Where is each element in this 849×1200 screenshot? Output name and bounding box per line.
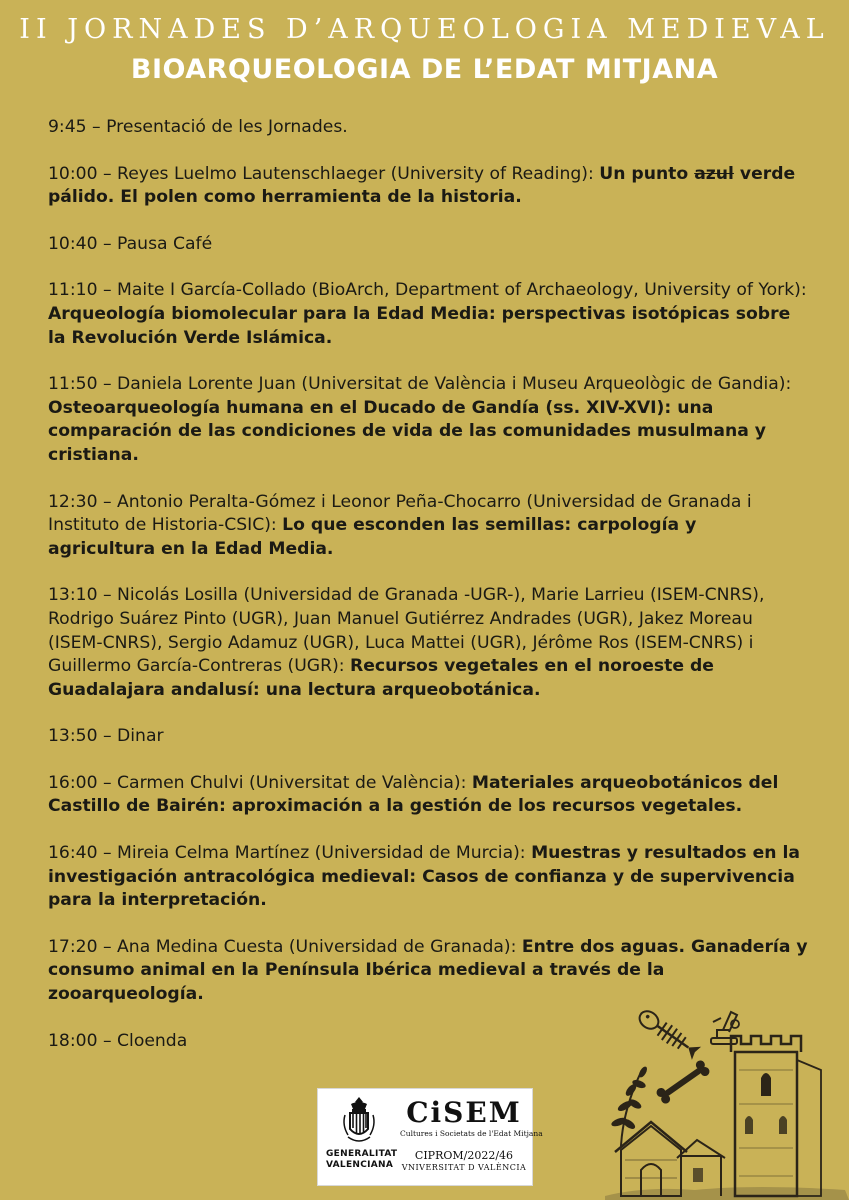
talk-title: Un punto [599, 163, 695, 184]
talk-title-struck-word: azul [694, 163, 734, 184]
program-entry [48, 491, 808, 562]
generalitat-logo [326, 1093, 398, 1181]
entry-text: 18:00 – Cloenda [48, 1030, 188, 1051]
talk-title: Recursos vegetales en el noroeste de Guadalajara andalusí: una lectura arqueobotánica. [48, 656, 714, 700]
program-entry [48, 842, 808, 913]
entry-text: 13:10 – Nicolás Losilla (Universidad de Granada -UGR-), Marie Larrieu (ISEM-CNRS), Rodrigo Suárez Pinto (UGR), Juan Manuel Gutiérrez Andrades (UGR), Jakez Moreau (ISEM-CNRS), Sergio Adamuz (UGR), Luca Mattei (UGR), Jérôme Ros (ISEM-CNRS) i Guillermo García-Contreras (UGR): [48, 585, 765, 677]
coat-of-arms-icon [339, 1095, 379, 1149]
program-entry [48, 233, 808, 257]
fish-skeleton-icon [636, 1007, 702, 1061]
entry-text: 11:10 – Maite I García-Collado (BioArch, Department of Archaeology, University of York): [48, 280, 807, 301]
program-entry [48, 936, 808, 1007]
talk-title: Entre dos aguas. Ganadería y consumo animal en la Península Ibérica medieval a través de la zooarqueología. [48, 936, 808, 1005]
program-entry [48, 279, 808, 350]
program-entry [48, 373, 808, 467]
cisem-subtitle: Cultures i Societats de l'Edat Mitjana [400, 1129, 543, 1138]
chapel-drawing [615, 1122, 725, 1196]
entry-text: 10:40 – Pausa Café [48, 233, 213, 254]
university-name: VNIVERSITAT D VALÈNCIA [401, 1163, 527, 1172]
entry-text: 16:00 – Carmen Chulvi (Universitat de València): [48, 772, 472, 793]
cisem-name: CiSEM [406, 1096, 522, 1129]
program-list [48, 116, 808, 1076]
event-title: II JORNADES D’ARQUEOLOGIA MEDIEVAL [19, 14, 830, 45]
entry-text: 17:20 – Ana Medina Cuesta (Universidad de Granada): [48, 936, 522, 957]
entry-text: 16:40 – Mireia Celma Martínez (Universidad de Murcia): [48, 843, 532, 864]
entry-text: 13:50 – Dinar [48, 726, 164, 747]
talk-title: Muestras y resultados en la investigación antracológica medieval: Casos de confianza y de supervivencia para la interpretación. [48, 843, 800, 911]
event-subtitle: BIOARQUEOLOGIA DE L’EDAT MITJANA [130, 54, 719, 85]
talk-title: Osteoarqueología humana en el Ducado de Gandía (ss. XIV-XVI): una comparación de las condiciones de vida de las comunidades musulmana y cristiana. [48, 397, 767, 465]
program-entry [48, 163, 808, 210]
microscope-icon [711, 1012, 739, 1044]
talk-title: Arqueología biomolecular para la Edad Media: perspectivas isotópicas sobre la Revolución Verde Islámica. [48, 303, 791, 348]
program-entry [48, 725, 808, 749]
bone-icon [655, 1059, 711, 1106]
project-code: CIPROM/2022/46 [414, 1149, 514, 1162]
program-entry [48, 116, 808, 140]
entry-text: 10:00 – Reyes Luelmo Lautenschlaeger (University of Reading): [48, 163, 600, 184]
program-entry [48, 772, 808, 819]
program-entry [48, 584, 808, 702]
talk-title-continuation: verde pálido. El polen como herramienta de la historia. [48, 163, 796, 208]
entry-text: 9:45 – Presentació de les Jornades. [48, 117, 348, 137]
talk-title: Lo que esconden las semillas: carpología y agricultura en la Edad Media. [48, 515, 697, 559]
tower-drawing [731, 1036, 821, 1196]
talk-title: Materiales arqueobotánicos del Castillo de Bairén: aproximación a la gestión de los recursos vegetales. [48, 772, 779, 817]
sponsor-logos [317, 1088, 543, 1186]
castle-tower-illustration [585, 1000, 849, 1200]
generalitat-name: GENERALITAT VALENCIANA [326, 1149, 398, 1170]
entry-text: 12:30 – Antonio Peralta-Gómez i Leonor Peña-Chocarro (Universidad de Granada i Instituto de Historia-CSIC): [48, 491, 752, 536]
plant-sprig-icon [610, 1065, 648, 1146]
cisem-logo [400, 1096, 543, 1173]
entry-text: 11:50 – Daniela Lorente Juan (Universitat de València i Museu Arqueològic de Gandia): [48, 374, 792, 395]
